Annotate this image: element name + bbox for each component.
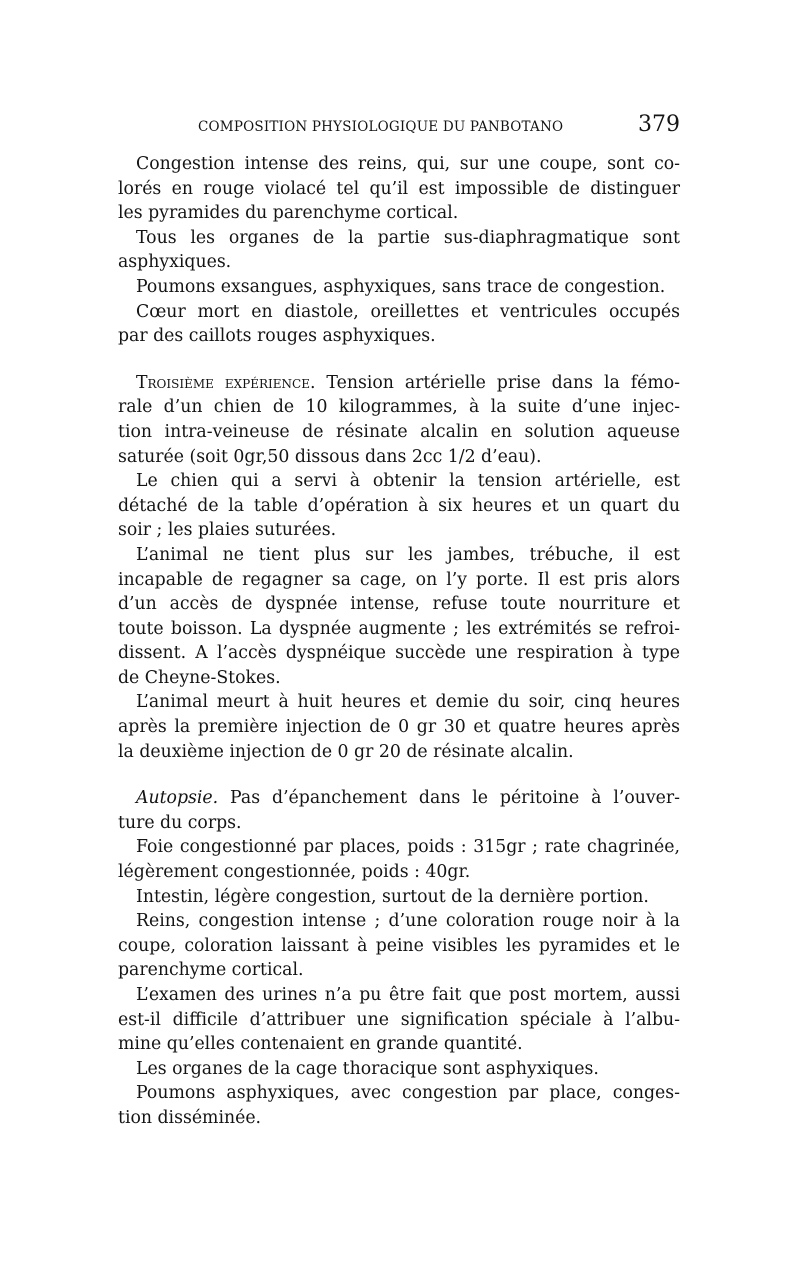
text-line bbox=[118, 666, 680, 691]
text-line bbox=[118, 983, 680, 1008]
paragraph bbox=[118, 1081, 680, 1130]
text-line bbox=[118, 152, 680, 177]
paragraph bbox=[118, 983, 680, 1057]
line-text: Le chien qui a servi à obtenir la tension artérielle, est bbox=[136, 471, 680, 492]
text-line bbox=[118, 543, 680, 568]
line-text: après la première injection de 0 gr 30 et quatre heures après bbox=[118, 717, 680, 738]
paragraph bbox=[118, 690, 680, 764]
line-text: de Cheyne-Stokes. bbox=[118, 667, 281, 688]
paragraph bbox=[118, 1057, 680, 1082]
line-text: d’un accès de dyspnée intense, refuse toute nourriture et bbox=[118, 594, 680, 615]
text-line bbox=[118, 201, 680, 226]
paragraph bbox=[118, 275, 680, 300]
paragraph bbox=[118, 226, 680, 275]
line-text: Cœur mort en diastole, oreillettes et ventricules occupés bbox=[136, 301, 680, 322]
text-line bbox=[118, 568, 680, 593]
text-line bbox=[118, 1106, 680, 1131]
page-header bbox=[118, 112, 680, 142]
text-line bbox=[118, 250, 680, 275]
line-text: est-il difficile d’attribuer une signification spéciale à l’albu- bbox=[118, 1009, 680, 1030]
text-line bbox=[118, 786, 680, 811]
line-text: Poumons asphyxiques, avec congestion par place, conges- bbox=[136, 1083, 680, 1104]
line-text: Tension artérielle prise dans la fémo- bbox=[315, 372, 681, 393]
line-text: toute boisson. La dyspnée augmente ; les extrémités se refroi- bbox=[118, 618, 680, 639]
text-line bbox=[118, 740, 680, 765]
text-line bbox=[118, 958, 680, 983]
paragraph bbox=[118, 835, 680, 884]
paragraph bbox=[118, 152, 680, 226]
line-text: Tous les organes de la partie sus-diaphragmatique sont bbox=[136, 227, 680, 248]
line-text: coupe, coloration laissant à peine visibles les pyramides et le bbox=[118, 935, 680, 956]
line-text: par des caillots rouges asphyxiques. bbox=[118, 326, 436, 347]
section-lead: Autopsie. bbox=[136, 788, 219, 809]
text-line bbox=[118, 885, 680, 910]
text-line bbox=[118, 324, 680, 349]
text-line bbox=[118, 715, 680, 740]
body-text bbox=[118, 152, 680, 1131]
text-line bbox=[118, 1081, 680, 1106]
page-number: 379 bbox=[638, 112, 680, 137]
line-text: Poumons exsangues, asphyxiques, sans trace de congestion. bbox=[136, 276, 666, 297]
line-text: les pyramides du parenchyme cortical. bbox=[118, 203, 459, 224]
line-text: incapable de regagner sa cage, on l’y porte. Il est pris alors bbox=[118, 569, 680, 590]
line-text: Reins, congestion intense ; d’une coloration rouge noir à la bbox=[136, 911, 680, 932]
line-text: la deuxième injection de 0 gr 20 de résinate alcalin. bbox=[118, 741, 574, 762]
line-text: dissent. A l’accès dyspnéique succède une respiration à type bbox=[118, 643, 680, 664]
line-text: saturée (soit 0gr,50 dissous dans 2cc 1/2 d’eau). bbox=[118, 446, 542, 467]
paragraph bbox=[118, 371, 680, 469]
text-line bbox=[118, 1057, 680, 1082]
text-line bbox=[118, 177, 680, 202]
paragraph bbox=[118, 469, 680, 543]
paragraph bbox=[118, 909, 680, 983]
text-line bbox=[118, 592, 680, 617]
text-line bbox=[118, 934, 680, 959]
text-line bbox=[118, 617, 680, 642]
line-text: L’examen des urines n’a pu être fait que post mortem, aussi bbox=[136, 985, 680, 1005]
line-text: L’animal ne tient plus sur les jambes, trébuche, il est bbox=[136, 544, 680, 565]
text-line bbox=[118, 641, 680, 666]
running-title: COMPOSITION PHYSIOLOGIQUE DU PANBOTANO bbox=[198, 119, 564, 135]
text-line bbox=[118, 226, 680, 251]
section-lead: Troisième expérience. bbox=[136, 372, 316, 393]
paragraph bbox=[118, 885, 680, 910]
line-text: ture du corps. bbox=[118, 812, 242, 833]
text-line bbox=[118, 469, 680, 494]
paragraph bbox=[118, 300, 680, 349]
text-line bbox=[118, 1032, 680, 1057]
text-line bbox=[118, 395, 680, 420]
paragraph bbox=[118, 786, 680, 835]
line-text: Intestin, légère congestion, surtout de la dernière portion. bbox=[136, 886, 649, 907]
line-text: tion intra-veineuse de résinate alcalin en solution aqueuse bbox=[118, 421, 680, 442]
line-text: détaché de la table d’opération à six heures et un quart du bbox=[118, 495, 680, 516]
line-text: Les organes de la cage thoracique sont asphyxiques. bbox=[136, 1058, 599, 1079]
text-line bbox=[118, 811, 680, 836]
text-line bbox=[118, 420, 680, 445]
text-line bbox=[118, 445, 680, 470]
line-text: lorés en rouge violacé tel qu’il est impossible de distinguer bbox=[118, 178, 680, 199]
text-line bbox=[118, 860, 680, 885]
line-text: L’animal meurt à huit heures et demie du soir, cinq heures bbox=[136, 692, 680, 713]
line-text: mine qu’elles contenaient en grande quantité. bbox=[118, 1034, 523, 1055]
paragraph bbox=[118, 543, 680, 691]
line-text: Congestion intense des reins, qui, sur une coupe, sont co- bbox=[136, 154, 680, 174]
line-text: parenchyme cortical. bbox=[118, 960, 304, 981]
line-text: rale d’un chien de 10 kilogrammes, à la suite d’une injec- bbox=[118, 397, 680, 418]
text-line bbox=[118, 275, 680, 300]
line-text: Pas d’épanchement dans le péritoine à l’ouver- bbox=[218, 788, 680, 809]
line-text: soir ; les plaies suturées. bbox=[118, 520, 337, 541]
line-text: légèrement congestionnée, poids : 40gr. bbox=[118, 862, 471, 883]
text-line bbox=[118, 518, 680, 543]
text-line bbox=[118, 300, 680, 325]
line-text: asphyxiques. bbox=[118, 252, 232, 273]
line-text: tion disséminée. bbox=[118, 1107, 262, 1128]
text-line bbox=[118, 690, 680, 715]
text-line bbox=[118, 371, 680, 396]
text-line bbox=[118, 835, 680, 860]
text-line bbox=[118, 1008, 680, 1033]
text-line bbox=[118, 494, 680, 519]
line-text: Foie congestionné par places, poids : 315gr ; rate chagrinée, bbox=[136, 837, 680, 858]
text-line bbox=[118, 909, 680, 934]
